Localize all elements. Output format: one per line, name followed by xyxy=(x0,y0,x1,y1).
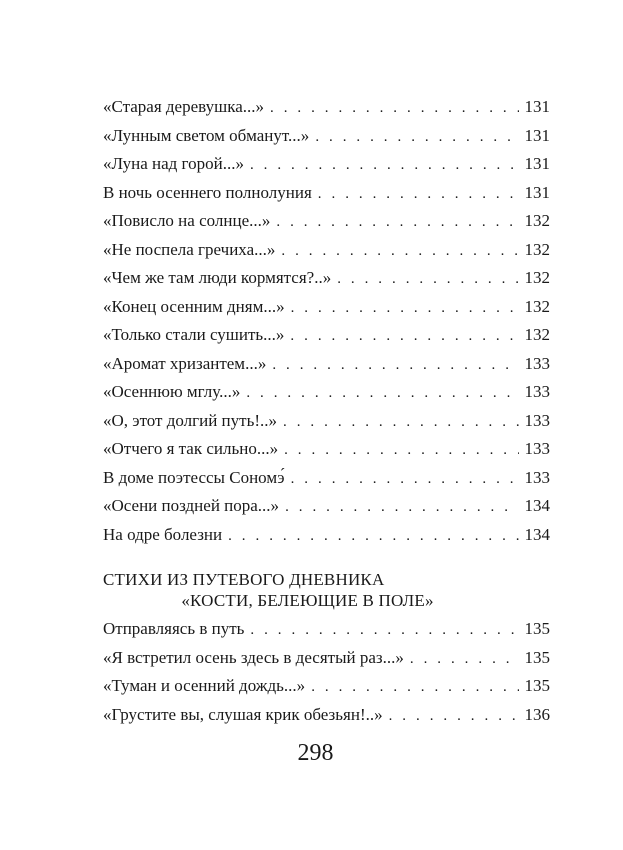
toc-entry-title: На одре болезни xyxy=(103,524,223,544)
dot-leader xyxy=(315,123,518,152)
toc-entry-title: Отправляясь в путь xyxy=(103,619,245,638)
dot-leader xyxy=(228,522,518,551)
toc-entry-title: «Старая деревушка...» xyxy=(103,97,264,116)
toc-entry-page: 133 xyxy=(524,353,550,373)
dot-leader xyxy=(291,465,519,494)
toc-entry-title: «Грустите вы, слушая крик обезьян!..» xyxy=(103,704,383,724)
toc-entry-page: 132 xyxy=(524,239,550,259)
toc-entry-page: 131 xyxy=(524,125,550,145)
dot-leader xyxy=(276,208,518,237)
toc-entry xyxy=(103,672,550,701)
toc-entry-title: «Отчего я так сильно...» xyxy=(103,439,279,458)
dot-leader xyxy=(246,379,518,408)
dot-leader xyxy=(410,645,519,674)
toc-entry-page: 134 xyxy=(524,524,550,544)
toc-entry xyxy=(103,93,550,122)
toc-entry-page: 135 xyxy=(524,676,550,695)
toc-entry xyxy=(103,122,550,151)
toc-entry-title: «Аромат хризантем...» xyxy=(103,353,267,373)
toc-entry-title: «О, этот долгий путь!..» xyxy=(103,410,278,430)
toc-entry xyxy=(103,236,550,265)
toc-entry-title: «Повисло на солнце...» xyxy=(103,211,271,230)
toc-entry-title: «Луна над горой...» xyxy=(103,154,244,173)
dot-leader xyxy=(389,702,519,731)
toc-entry xyxy=(103,179,550,208)
toc-entry-page: 134 xyxy=(524,496,550,515)
dot-leader xyxy=(291,294,519,323)
dot-leader xyxy=(284,436,518,465)
toc-entry-page: 133 xyxy=(524,410,550,430)
toc-entry-title: «Лунным светом обманут...» xyxy=(103,125,310,145)
toc-entry-title: «Конец осенним дням...» xyxy=(103,296,285,316)
toc-entry-title: В ночь осеннего полнолуния xyxy=(103,182,312,202)
toc-entry xyxy=(103,293,550,322)
toc-entry xyxy=(103,407,550,436)
toc-entry-title: В доме поэтессы Сономэ́ xyxy=(103,467,285,487)
toc-entry xyxy=(103,378,550,407)
dot-leader xyxy=(311,673,518,702)
toc-entry-page: 136 xyxy=(524,704,550,724)
dot-leader xyxy=(272,351,518,380)
toc-entry-page: 132 xyxy=(524,211,550,230)
toc-entry xyxy=(103,521,550,550)
page-number: 298 xyxy=(297,740,334,766)
toc-entry xyxy=(103,350,550,379)
section-heading xyxy=(103,569,550,611)
dot-leader xyxy=(337,265,518,294)
dot-leader xyxy=(270,94,519,123)
toc-entry-page: 132 xyxy=(524,268,550,287)
toc-entry-title: «Чем же там люди кормятся?..» xyxy=(103,268,332,287)
toc-entry-page: 131 xyxy=(524,97,550,116)
toc-entry-title: «Только стали сушить...» xyxy=(103,325,285,344)
toc-entry-page: 133 xyxy=(524,439,550,458)
toc-entry xyxy=(103,435,550,464)
toc-entry-page: 133 xyxy=(524,382,550,401)
toc-entry-page: 133 xyxy=(524,467,550,487)
toc-entry xyxy=(103,701,550,730)
toc-entry xyxy=(103,492,550,521)
dot-leader xyxy=(290,322,518,351)
toc-entry xyxy=(103,207,550,236)
toc-entry xyxy=(103,464,550,493)
toc-entry-page: 135 xyxy=(524,647,550,667)
toc-entry-title: «Осеннюю мглу...» xyxy=(103,382,241,401)
dot-leader xyxy=(250,616,518,645)
dot-leader xyxy=(318,180,519,209)
toc-entry-page: 135 xyxy=(524,619,550,638)
toc-entry xyxy=(103,150,550,179)
toc-entry xyxy=(103,615,550,644)
dot-leader xyxy=(250,151,519,180)
section-heading-line2: «КОСТИ, БЕЛЕЮЩИЕ В ПОЛЕ» xyxy=(181,591,434,610)
dot-leader xyxy=(283,408,518,437)
toc-entry-page: 132 xyxy=(524,296,550,316)
dot-leader xyxy=(285,493,518,522)
section-heading-line1: СТИХИ ИЗ ПУТЕВОГО ДНЕВНИКА xyxy=(103,570,385,589)
toc-entry-title: «Не поспела гречиха...» xyxy=(103,239,276,259)
toc-entry xyxy=(103,644,550,673)
toc-entry xyxy=(103,321,550,350)
toc-entry-page: 131 xyxy=(524,154,550,173)
toc-entry-page: 132 xyxy=(524,325,550,344)
toc-entry-page: 131 xyxy=(524,182,550,202)
toc-entry-title: «Я встретил осень здесь в десятый раз...» xyxy=(103,647,404,667)
toc-entry-title: «Осени поздней пора...» xyxy=(103,496,280,515)
toc-entry xyxy=(103,264,550,293)
table-of-contents xyxy=(103,93,550,729)
dot-leader xyxy=(281,237,518,266)
toc-entry-title: «Туман и осенний дождь...» xyxy=(103,676,306,695)
